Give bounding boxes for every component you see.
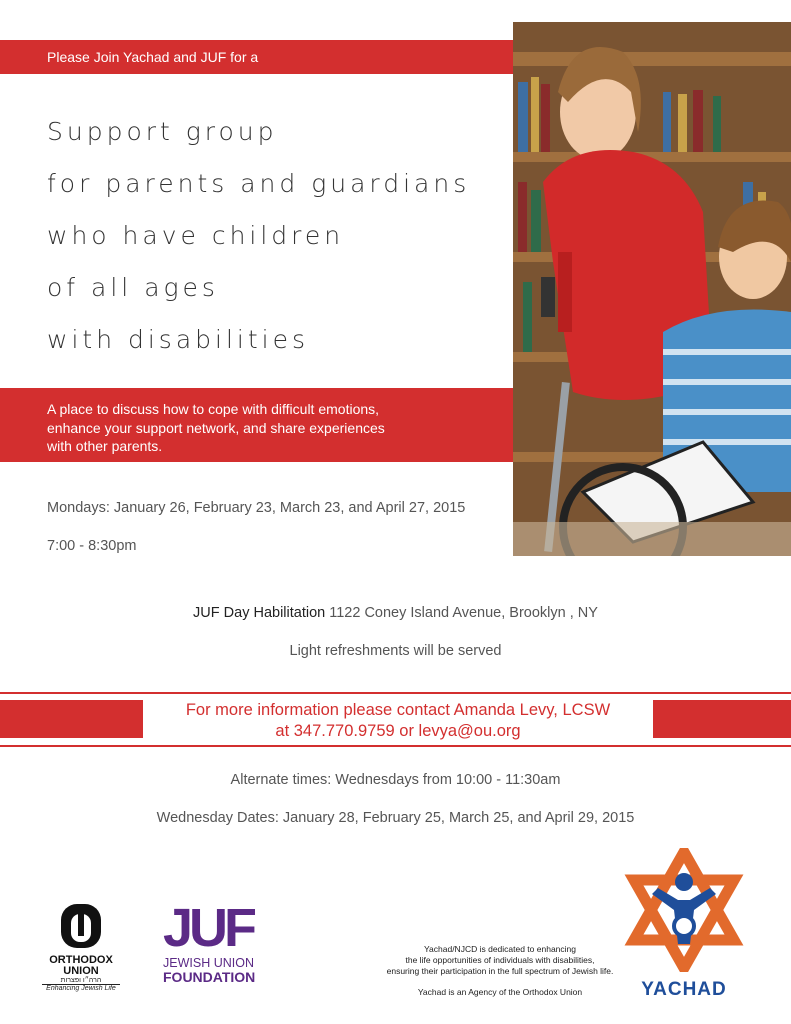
mission-line: ensuring their participation in the full spectrum of Jewish life. (386, 966, 614, 976)
description-line: enhance your support network, and share experiences (47, 419, 385, 436)
alternate-times: Alternate times: Wednesdays from 10:00 - 11:30am (230, 772, 561, 788)
star-of-david-icon (622, 848, 746, 972)
mission-line: the life opportunities of individuals with disabilities, (405, 955, 595, 965)
agency-note: Yachad is an Agency of the Orthodox Union (417, 987, 583, 997)
ou-tagline: Enhancing Jewish Life (42, 984, 120, 992)
contact-line-1: For more information please contact Amanda Levy, LCSW (185, 701, 611, 719)
wednesday-dates: Wednesday Dates: January 28, February 25, March 25, and April 29, 2015 (156, 810, 635, 826)
photo-illustration (513, 22, 791, 556)
headline-line: who have children (47, 221, 345, 250)
hero-photo (513, 22, 791, 556)
contact-band-right (653, 700, 791, 738)
headline-line: for parents and guardians (47, 169, 471, 198)
description-line: with other parents. (47, 438, 163, 454)
location-address: 1122 Coney Island Avenue, Brooklyn , NY (325, 605, 598, 621)
banner-text: Please Join Yachad and JUF for a (47, 49, 259, 65)
headline-line: of all ages (47, 273, 219, 302)
juf-mark: JUF (163, 898, 254, 958)
ou-name-line: ORTHODOX (49, 954, 113, 966)
contact-info (143, 700, 653, 742)
description-band (0, 388, 513, 462)
ou-name-line: UNION (63, 965, 99, 977)
juf-name-line-2: FOUNDATION (163, 969, 256, 985)
orthodox-union-logo (40, 902, 122, 992)
headline-line: Support group (47, 117, 278, 146)
headline (47, 112, 517, 372)
top-banner (0, 40, 513, 74)
juf-name-line-1: JEWISH UNION (163, 956, 254, 970)
location (0, 605, 791, 621)
monday-dates: Mondays: January 26, February 23, March 23, and April 27, 2015 (47, 500, 466, 516)
description-text (47, 400, 492, 456)
contact-line-2[interactable]: at 347.770.9759 or levya@ou.org (275, 722, 521, 740)
mission-statement (385, 944, 615, 998)
description-line: A place to discuss how to cope with difficult emotions, (47, 401, 380, 417)
location-name: JUF Day Habilitation (193, 605, 326, 621)
contact-rule-top (0, 692, 791, 694)
yachad-wordmark: YACHAD (641, 979, 727, 1000)
mission-line: Yachad/NJCD is dedicated to enhancing (424, 944, 576, 954)
contact-band-left (0, 700, 143, 738)
meeting-time: 7:00 - 8:30pm (47, 538, 137, 554)
yachad-logo (622, 848, 746, 998)
refreshments-note: Light refreshments will be served (289, 643, 502, 659)
juf-logo (163, 900, 278, 990)
headline-line: with disabilities (47, 325, 310, 354)
ou-mark-icon (40, 902, 122, 950)
ou-hebrew: הרה״ו ופצרות (60, 977, 102, 984)
contact-rule-bottom (0, 745, 791, 747)
